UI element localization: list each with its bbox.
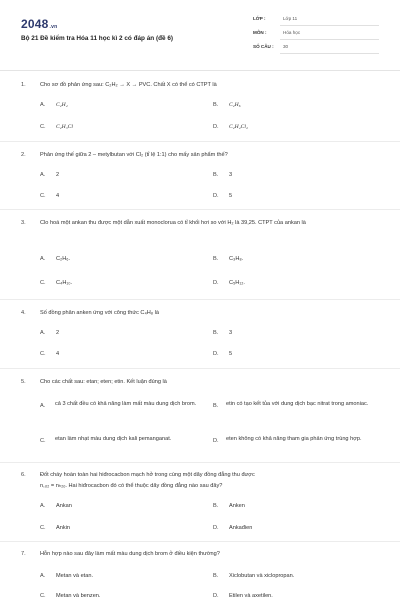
option-text: Anken (229, 503, 245, 509)
option-letter: B. (213, 102, 219, 108)
option-text: C₃H₈. (229, 256, 244, 262)
meta-row-count (253, 42, 379, 54)
meta-value-subject: Hóa học (283, 30, 301, 35)
option-text: C₂H₄Cl₂ (229, 124, 248, 130)
question-divider (0, 209, 400, 210)
option-text: 3 (229, 330, 233, 336)
question-divider (0, 141, 400, 142)
meta-underline (280, 25, 379, 26)
logo-suffix: .vn (49, 24, 58, 30)
meta-underline (280, 39, 379, 40)
question-number: 4. (21, 310, 26, 316)
question-number: 6. (21, 472, 26, 478)
option-text: C₄H₁₀. (56, 280, 73, 286)
meta-row-class (253, 14, 379, 26)
meta-label-count: SỐ CÂU : (253, 44, 274, 49)
option-letter: D. (213, 351, 219, 357)
question-text: Phản ứng thế giữa 2 – metylbutan với Cl₂ (tỉ lệ 1:1) cho mấy sản phẩm thế? (40, 152, 228, 158)
option-letter: B. (213, 403, 219, 409)
meta-underline (280, 53, 379, 54)
option-letter: C. (40, 525, 46, 531)
option-text: Metan và benzen. (56, 593, 101, 599)
option-letter: D. (213, 593, 219, 599)
option-letter: B. (213, 573, 219, 579)
document-title: Bộ 21 Đề kiểm tra Hóa 11 học kì 2 có đáp án (đề 6) (21, 35, 174, 42)
option-letter: A. (40, 503, 46, 509)
meta-value-count: 30 (283, 44, 289, 49)
option-text: Ankan (56, 503, 72, 509)
option-letter: C. (40, 351, 46, 357)
meta-row-subject (253, 28, 379, 40)
option-text: etan làm nhạt màu dung dịch kali pemanganat. (55, 436, 172, 442)
meta-label-subject: MÔN : (253, 30, 267, 35)
option-text: eten không có khả năng tham gia phản ứng trùng hợp. (226, 436, 362, 442)
option-text: 4 (56, 351, 60, 357)
option-text: 2 (56, 172, 60, 178)
option-letter: C. (40, 280, 46, 286)
question-number: 2. (21, 152, 26, 158)
option-letter: A. (40, 330, 46, 336)
question-divider (0, 299, 400, 300)
header-divider (0, 70, 400, 71)
option-text: Xiclobutan và xiclopropan. (229, 573, 295, 579)
question-number: 7. (21, 551, 26, 557)
option-text: Etilen và axetilen. (229, 593, 273, 599)
question-text: Cho các chất sau: etan; eten; etin. Kết luận đúng là (40, 379, 167, 385)
option-text: 4 (56, 193, 60, 199)
question-text-line-2: n꜀ₒ₂ = nₕ₂ₒ. Hai hiđrocacbon đó có thể thuộc dãy đồng đẳng nào sau đây? (40, 483, 223, 489)
option-letter: A. (40, 573, 46, 579)
option-text: C₂H₃Cl (56, 124, 73, 130)
option-letter: A. (40, 172, 46, 178)
option-letter: D. (213, 124, 219, 130)
option-letter: D. (213, 525, 219, 531)
site-logo[interactable] (21, 17, 57, 31)
option-text: 5 (229, 193, 233, 199)
question-number: 3. (21, 220, 26, 226)
question-number: 1. (21, 82, 26, 88)
option-text: etin có tạo kết tủa với dung dịch bạc nitrat trong amoniac. (226, 401, 369, 407)
option-text: 2 (56, 330, 60, 336)
option-text: C₂H₆. (56, 256, 71, 262)
question-number: 5. (21, 379, 26, 385)
option-letter: B. (213, 172, 219, 178)
option-letter: A. (40, 256, 46, 262)
option-text: C₂H₄ (56, 102, 68, 108)
question-text: Clo hoá một ankan thu được một dẫn xuất monoclorua có tỉ khối hơi so với H₂ là 39,25. CTPT của ankan là (40, 220, 306, 226)
option-text: 3 (229, 172, 233, 178)
question-divider (0, 541, 400, 542)
option-letter: A. (40, 102, 46, 108)
question-text: Đốt cháy hoàn toàn hai hiđrocacbon mạch hở trong cùng một dãy đồng đẳng thu được (40, 472, 255, 478)
question-text: Số đồng phân anken ứng với công thức C₄H₈ là (40, 310, 160, 316)
question-text: Hỗn hợp nào sau đây làm mất màu dung dịch brom ở điều kiện thường? (40, 551, 220, 557)
option-text: Ankađien (229, 525, 253, 531)
option-letter: C. (40, 193, 46, 199)
option-letter: C. (40, 124, 46, 130)
question-divider (0, 462, 400, 463)
option-text: cả 3 chất đều có khả năng làm mất màu dung dịch brom. (55, 401, 197, 407)
question-text: Cho sơ đồ phản ứng sau: C₂H₂ → X → PVC. Chất X có thể có CTPT là (40, 82, 217, 88)
option-letter: C. (40, 593, 46, 599)
option-text: Ankin (56, 525, 70, 531)
option-text: C₂H₆ (229, 102, 241, 108)
document-header (0, 0, 400, 60)
question-divider (0, 368, 400, 369)
logo-text: 2048 (21, 17, 49, 31)
option-letter: B. (213, 330, 219, 336)
option-letter: B. (213, 256, 219, 262)
meta-label-class: LỚP : (253, 16, 266, 21)
option-letter: D. (213, 280, 219, 286)
option-text: 5 (229, 351, 233, 357)
option-letter: A. (40, 403, 46, 409)
option-letter: D. (213, 193, 219, 199)
option-letter: D. (213, 438, 219, 444)
option-letter: B. (213, 503, 219, 509)
option-letter: C. (40, 438, 46, 444)
meta-value-class: Lớp 11 (283, 16, 298, 21)
option-text: C₅H₁₂. (229, 280, 245, 286)
option-text: Metan và etan. (56, 573, 94, 579)
